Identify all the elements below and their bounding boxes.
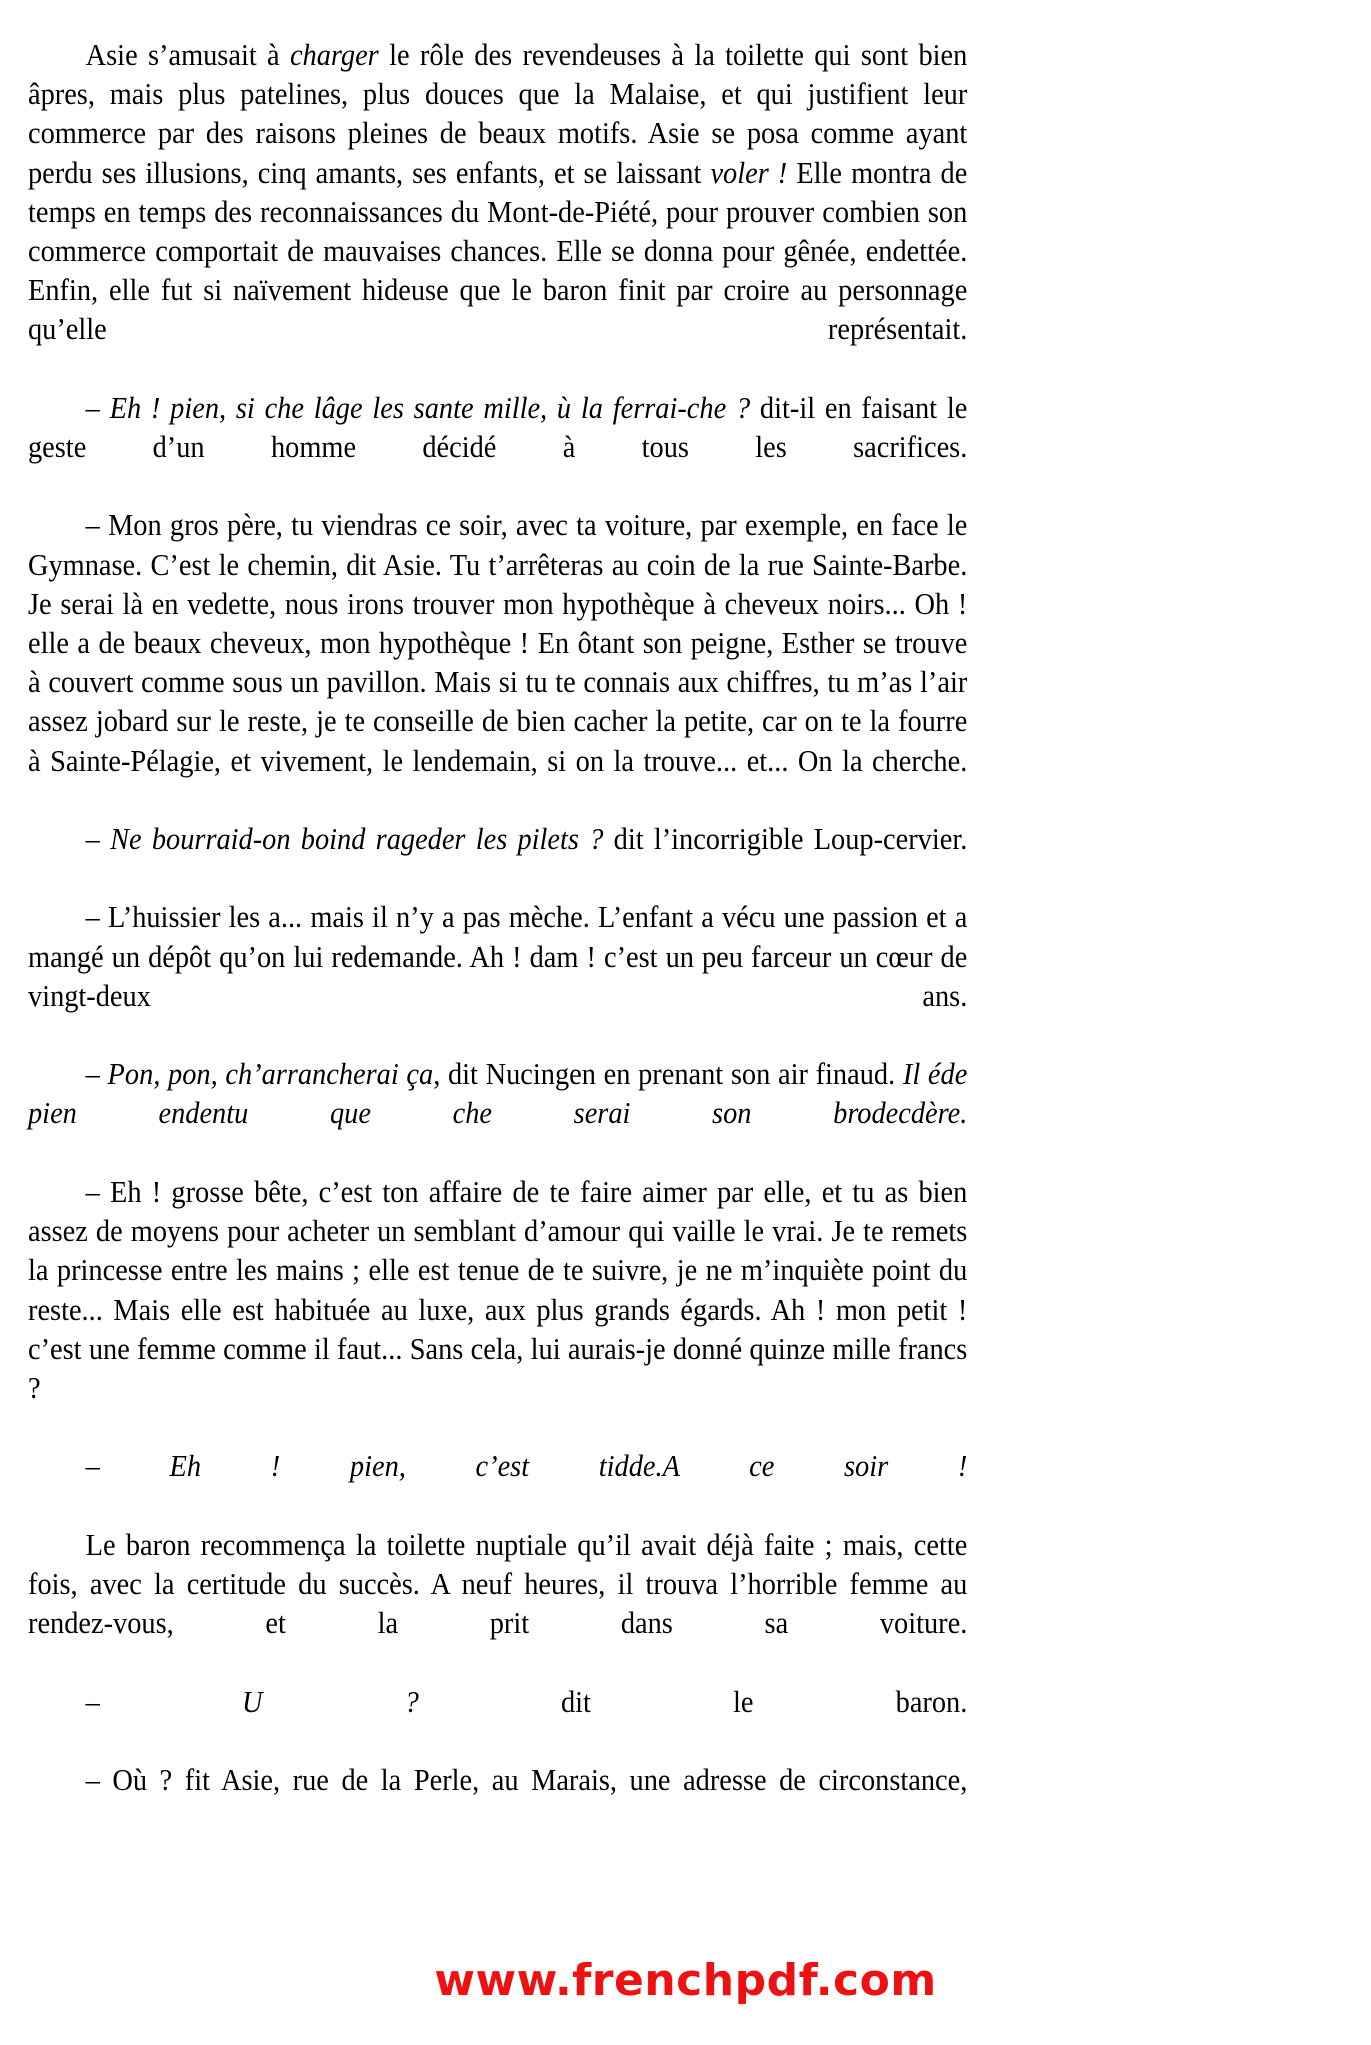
roman-run: , dit Nucingen en prenant son air finaud. — [433, 1057, 903, 1092]
paragraph-dialogue-9 — [28, 1761, 967, 1839]
italic-run: charger — [289, 38, 379, 72]
roman-run: L’huissier les a... mais il n’y a pas mèche. L’enfant a vécu une passion et a mangé un dépôt qu’on lui redemande. Ah ! dam ! c’est un peu farceur un cœur de vingt-deux ans. — [28, 900, 968, 1013]
italic-run: Ne bourraid-on boind rageder les pilets ? — [110, 822, 604, 857]
paragraph-narrative-1 — [28, 36, 967, 389]
paragraph-dialogue-1 — [28, 389, 967, 507]
paragraph-dialogue-5 — [28, 1055, 967, 1173]
dialogue-dash: – — [85, 1057, 108, 1092]
paragraph-dialogue-8 — [28, 1683, 967, 1761]
paragraph-dialogue-7 — [28, 1447, 967, 1525]
dialogue-dash: – — [85, 1762, 113, 1797]
dialogue-dash: – — [85, 900, 109, 935]
roman-run: dit l’incorrigible Loup-cervier. — [603, 822, 968, 857]
dialogue-dash: – — [85, 508, 109, 543]
roman-run: dit le baron. — [418, 1684, 968, 1719]
dialogue-dash: – — [85, 1174, 111, 1209]
paragraph-dialogue-6 — [28, 1173, 967, 1447]
dialogue-dash: – — [85, 822, 111, 857]
italic-run: U ? — [241, 1684, 419, 1719]
paragraph-dialogue-4 — [28, 898, 967, 1055]
roman-run: le rôle des revendeuses à la toilette qui sont bien âpres, mais plus patelines, plus douces que la Malaise, et qui justifient leur commerce par des raisons pleines de beaux motifs. Asie se posa comme ayant perdu ses illusions, cinq amants, ses enfants, et se laissant — [28, 38, 968, 190]
italic-run: Pon, pon, ch’arrancherai ça — [107, 1057, 434, 1092]
frenchpdf-watermark: www.frenchpdf.com — [434, 1955, 937, 2006]
paragraph-dialogue-3 — [28, 820, 967, 898]
roman-run: Eh ! grosse bête, c’est ton affaire de te faire aimer par elle, et tu as bien assez de moyens pour acheter un semblant d’amour qui vaille le vrai. Je te remets la princesse entre les mains ; elle est tenue de te suivre, je ne m’inquiète point du reste... Mais elle est habituée au luxe, aux plus grands égards. Ah ! mon petit ! c’est une femme comme il faut... Sans cela, lui aurais-je donné quinze mille francs ? — [28, 1174, 968, 1405]
italic-run: Eh ! pien, c’est tidde.A ce soir ! — [169, 1449, 968, 1484]
italic-run: Eh ! pien, si che lâge les sante mille, ù la ferrai-che ? — [109, 390, 751, 425]
paragraph-dialogue-2 — [28, 506, 967, 820]
page-text-body — [28, 36, 967, 1839]
roman-run: Le baron recommença la toilette nuptiale qu’il avait déjà faite ; mais, cette fois, avec la certitude du succès. A neuf heures, il trouva l’horrible femme au rendez-vous, et la prit dans sa voiture. — [28, 1527, 968, 1641]
roman-run: Asie s’amusait à — [85, 38, 290, 72]
roman-run: Où ? fit Asie, rue de la Perle, au Marais, une adresse de circonstance, — [112, 1762, 968, 1797]
roman-run: Elle montra de temps en temps des reconnaissances du Mont-de-Piété, pour prouver combien son commerce comportait de mauvaises chances. Elle se donna pour gênée, endettée. Enfin, elle fut si naïvement hideuse que le baron finit par croire au personnage qu’elle représentait. — [28, 155, 968, 347]
dialogue-dash: – — [85, 390, 110, 425]
paragraph-narrative-2 — [28, 1526, 967, 1683]
italic-run: Il éde pien endentu que che serai son brodecdère. — [28, 1057, 968, 1131]
roman-run: dit-il en faisant le geste d’un homme décidé à tous les sacrifices. — [28, 390, 968, 465]
dialogue-dash: – — [85, 1684, 242, 1719]
roman-run: Mon gros père, tu viendras ce soir, avec ta voiture, par exemple, en face le Gymnase. C’est le chemin, dit Asie. Tu t’arrêteras au coin de la rue Sainte-Barbe. Je serai là en vedette, nous irons trouver mon hypothèque à cheveux noirs... Oh ! elle a de beaux cheveux, mon hypothèque ! En ôtant son peigne, Esther se trouve à couvert comme sous un pavillon. Mais si tu te connais aux chiffres, tu m’as l’air assez jobard sur le reste, je te conseille de bien cacher la petite, car on te la fourre à Sainte-Pélagie, et vivement, le lendemain, si on la trouve... et... On la cherche. — [28, 508, 968, 778]
italic-run: voler ! — [710, 155, 788, 190]
dialogue-dash: – — [85, 1449, 170, 1484]
